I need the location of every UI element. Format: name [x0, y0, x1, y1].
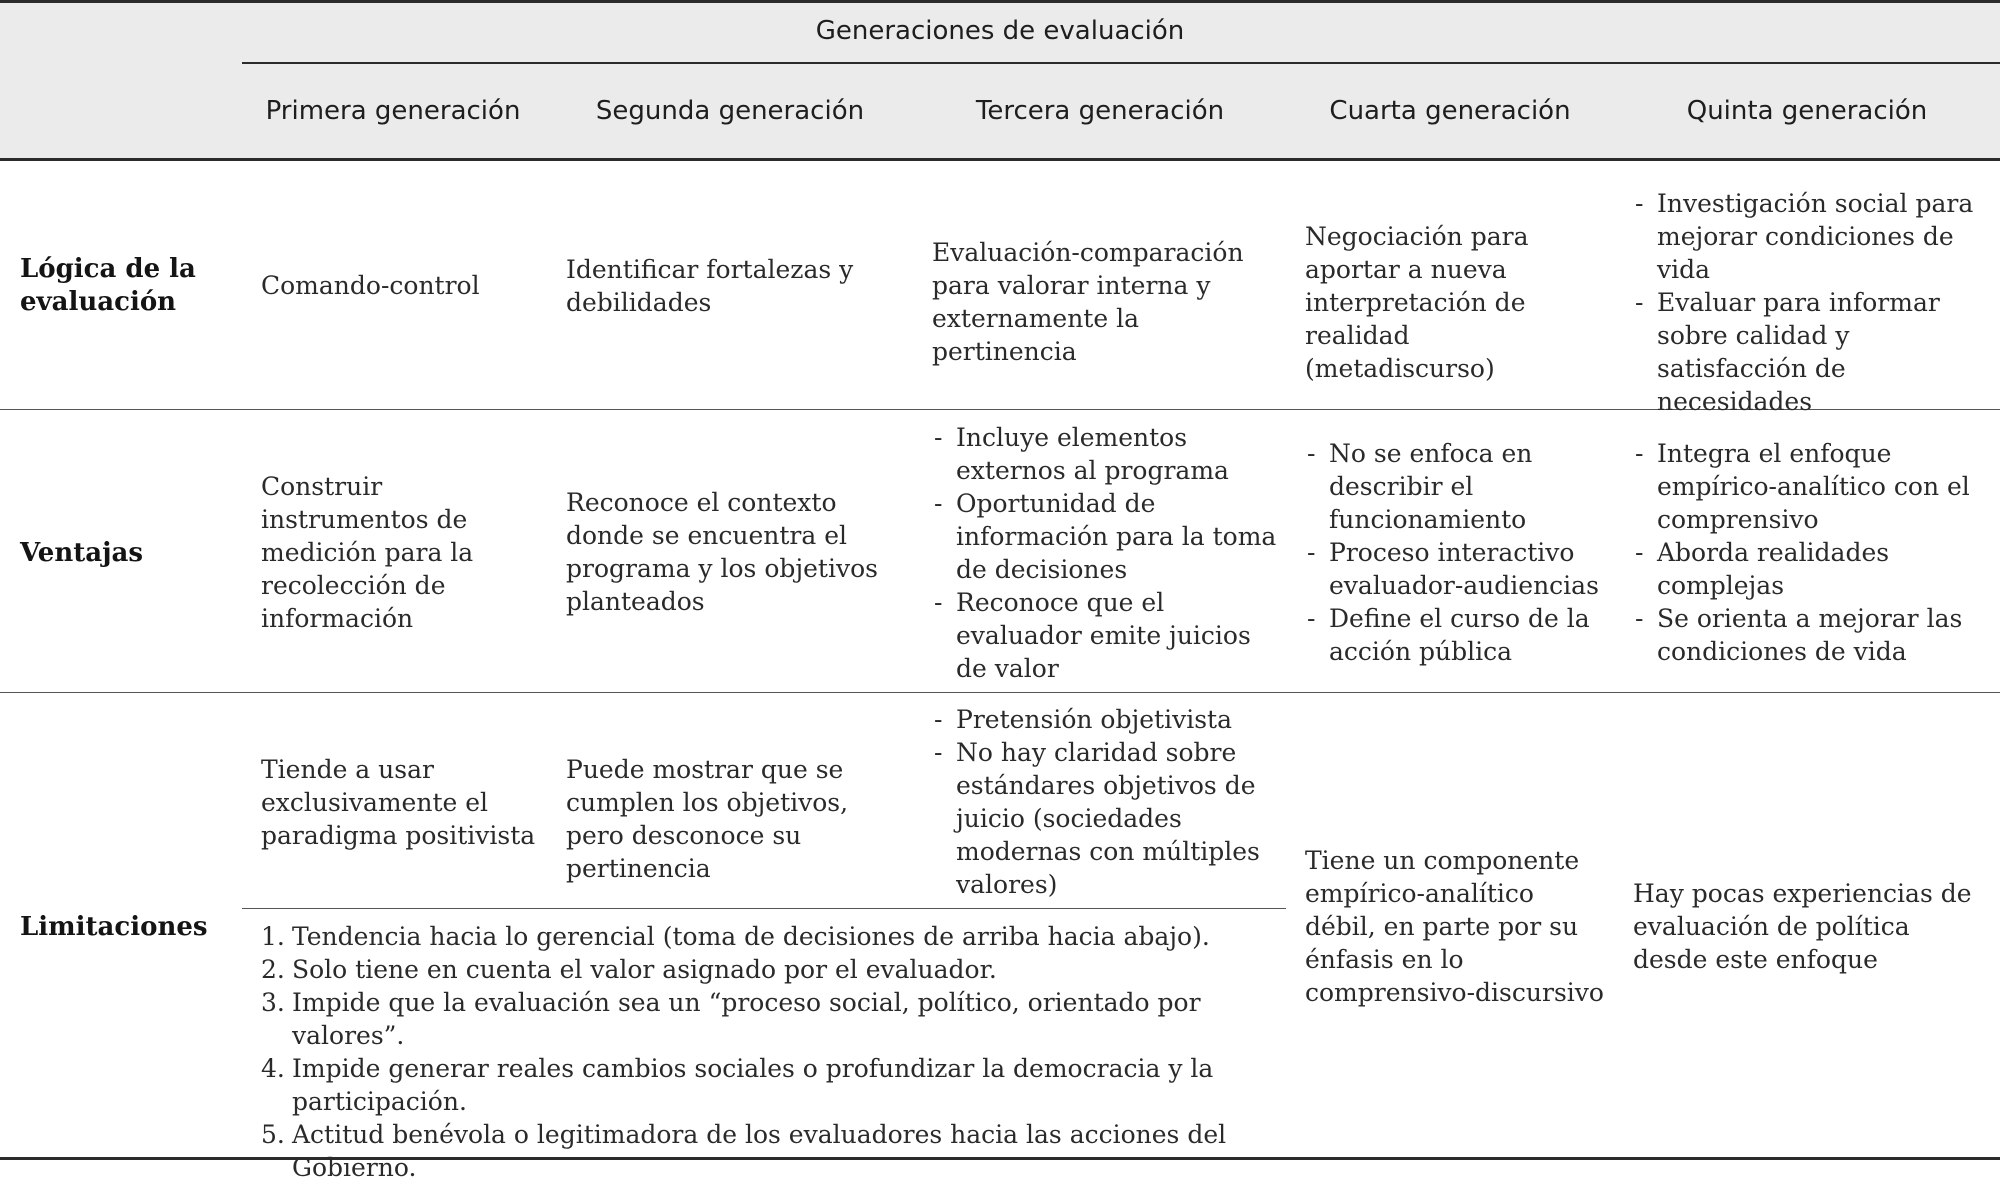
list-item: - Aborda realidades complejas	[1633, 536, 1978, 602]
column-header-1: Primera generación	[265, 96, 521, 126]
list-item: - No se enfoca en describir el funcionamiento	[1305, 437, 1610, 536]
ventajas-quinta	[1633, 437, 1978, 668]
group-underline	[242, 62, 2000, 64]
logica-quinta	[1633, 187, 1988, 418]
limitaciones-quinta: Hay pocas experiencias de evaluación de política desde este enfoque	[1633, 879, 1972, 974]
row-label-limitaciones: Limitaciones	[20, 912, 208, 942]
list-item: - Investigación social para mejorar condiciones de vida	[1633, 187, 1988, 286]
logica-primera: Comando-control	[261, 271, 480, 300]
list-item: - Se orienta a mejorar las condiciones de vida	[1633, 602, 1978, 668]
list-item: - Pretensión objetivista	[932, 703, 1277, 736]
limitaciones-cuarta: Tiene un componente empírico-analítico débil, en parte por su énfasis en lo comprensivo-discursivo	[1305, 846, 1604, 1007]
limitaciones-primera: Tiende a usar exclusivamente el paradigma positivista	[261, 755, 536, 850]
limitaciones-segunda: Puede mostrar que se cumplen los objetivos, pero desconoce su pertinencia	[566, 755, 849, 883]
list-item: 1. Tendencia hacia lo gerencial (toma de decisiones de arriba hacia abajo).	[261, 922, 1210, 951]
column-header-2: Segunda generación	[595, 96, 865, 126]
list-item: - Evaluar para informar sobre calidad y satisfacción de necesidades	[1633, 286, 1988, 418]
group-title: Generaciones de evaluación	[815, 16, 1185, 46]
list-item: 3. Impide que la evaluación sea un “proceso social, político, orientado por valores”.	[261, 988, 1201, 1050]
ventajas-tercera	[932, 421, 1277, 685]
list-item: 2. Solo tiene en cuenta el valor asignado por el evaluador.	[261, 955, 997, 984]
logica-tercera: Evaluación-comparación para valorar interna y externamente la pertinencia	[932, 238, 1244, 366]
row-divider-2	[0, 692, 2000, 693]
row-label-ventajas: Ventajas	[20, 538, 143, 568]
shared-cell-divider	[242, 908, 1286, 909]
ventajas-primera: Construir instrumentos de medición para la recolección de información	[261, 472, 474, 633]
list-item: - No hay claridad sobre estándares objetivos de juicio (sociedades modernas con múltiples valores)	[932, 736, 1277, 901]
list-item: - Incluye elementos externos al programa	[932, 421, 1277, 487]
list-item: - Proceso interactivo evaluador-audiencias	[1305, 536, 1610, 602]
logica-segunda: Identificar fortalezas y debilidades	[566, 255, 854, 317]
limitaciones-shared-list	[261, 920, 1281, 1184]
column-header-4: Cuarta generación	[1329, 96, 1571, 126]
ventajas-cuarta	[1305, 437, 1610, 668]
list-item: 5. Actitud benévola o legitimadora de los evaluadores hacia las acciones del Gobierno.	[261, 1120, 1227, 1182]
list-item: - Reconoce que el evaluador emite juicios de valor	[932, 586, 1277, 685]
ventajas-segunda: Reconoce el contexto donde se encuentra el programa y los objetivos planteados	[566, 488, 878, 616]
header-bottom-rule	[0, 158, 2000, 161]
limitaciones-tercera	[932, 703, 1277, 901]
column-header-5: Quinta generación	[1686, 96, 1928, 126]
list-item: - Define el curso de la acción pública	[1305, 602, 1610, 668]
list-item: - Integra el enfoque empírico-analítico con el comprensivo	[1633, 437, 1978, 536]
top-rule	[0, 0, 2000, 3]
row-label-logica: Lógica de la evaluación	[20, 254, 196, 317]
list-item: 4. Impide generar reales cambios sociales o profundizar la democracia y la participación.	[261, 1054, 1214, 1116]
list-item: - Oportunidad de información para la toma de decisiones	[932, 487, 1277, 586]
column-header-3: Tercera generación	[975, 96, 1225, 126]
logica-cuarta: Negociación para aportar a nueva interpretación de realidad (metadiscurso)	[1305, 222, 1529, 383]
